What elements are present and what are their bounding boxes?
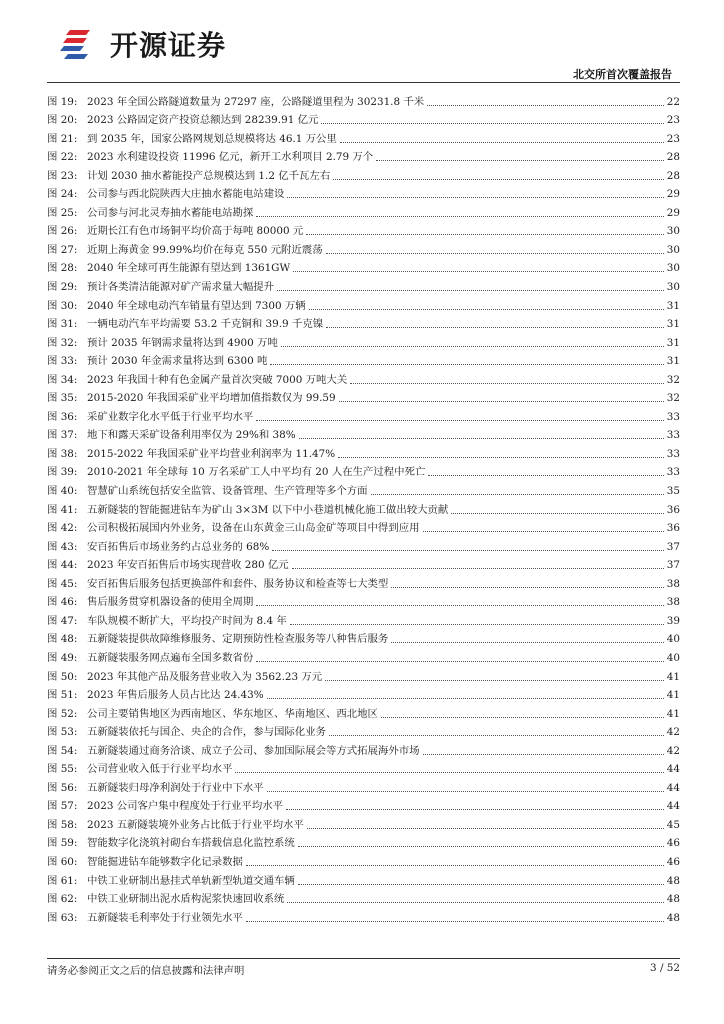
dot-leader xyxy=(333,179,664,180)
figure-title: 公司积极拓展国内外业务，设备在山东黄金三山岛金矿等项目中得到应用 xyxy=(87,522,420,535)
figure-title: 公司参与河北灵寿抽水蓄能电站勘探 xyxy=(87,206,254,219)
dot-leader xyxy=(381,717,664,718)
toc-entry[interactable] xyxy=(47,256,680,275)
dot-leader xyxy=(427,105,664,106)
toc-entry[interactable] xyxy=(47,627,680,646)
logo-stripe xyxy=(63,38,87,43)
dot-leader xyxy=(428,475,663,476)
toc-entry[interactable] xyxy=(47,108,680,127)
figure-title: 近期长江有色市场铜平均价高于每吨 80000 元 xyxy=(87,225,304,238)
figure-title: 2015-2022 年我国采矿业平均营业利润率为 11.47% xyxy=(87,447,336,460)
figure-title: 中铁工业研制出悬挂式单轨新型轨道交通车辆 xyxy=(87,874,295,887)
figure-number: 图 26: xyxy=(47,225,78,238)
figure-number: 图 21: xyxy=(47,132,78,145)
figure-title: 预计各类清洁能源对矿产需求量大幅提升 xyxy=(87,281,275,294)
figure-title: 五新隧装的智能掘进钻车为矿山 3×3M 以下中小巷道机械化施工做出较大贡献 xyxy=(87,503,449,516)
figure-page-number: 38 xyxy=(666,596,680,609)
figure-title: 中铁工业研制出泥水盾构泥浆快速回收系统 xyxy=(87,893,285,906)
figure-title: 五新隧装提供故障维修服务、定期预防性检查服务等八种售后服务 xyxy=(87,633,389,646)
figure-number: 图 54: xyxy=(47,744,78,757)
figure-page-number: 42 xyxy=(666,726,680,739)
toc-entry[interactable] xyxy=(47,701,680,720)
figure-page-number: 35 xyxy=(666,485,680,498)
figure-title: 公司主要销售地区为西南地区、华东地区、华南地区、西北地区 xyxy=(87,707,378,720)
toc-entry[interactable] xyxy=(47,645,680,664)
figure-number: 图 34: xyxy=(47,373,78,386)
toc-entry[interactable] xyxy=(47,293,680,312)
figure-page-number: 31 xyxy=(666,336,680,349)
figure-page-number: 30 xyxy=(666,262,680,275)
dot-leader xyxy=(267,791,664,792)
figure-title: 到 2035 年，国家公路网规划总规模将达 46.1 万公里 xyxy=(87,132,337,145)
figure-page-number: 29 xyxy=(666,188,680,201)
figure-number: 图 22: xyxy=(47,151,78,164)
toc-entry[interactable] xyxy=(47,812,680,831)
figure-page-number: 28 xyxy=(666,151,680,164)
toc-entry[interactable] xyxy=(47,126,680,145)
toc-entry[interactable] xyxy=(47,534,680,553)
figure-number: 图 61: xyxy=(47,874,78,887)
toc-entry[interactable] xyxy=(47,720,680,739)
figure-title: 五新隧装服务网点遍布全国多数省份 xyxy=(87,651,254,664)
figure-title: 2023 年其他产品及服务营业收入为 3562.23 万元 xyxy=(87,670,323,683)
figure-table-of-contents xyxy=(47,89,680,924)
toc-entry[interactable] xyxy=(47,460,680,479)
figure-number: 图 62: xyxy=(47,893,78,906)
dot-leader xyxy=(272,550,664,551)
dot-leader xyxy=(270,364,663,365)
dot-leader xyxy=(256,216,664,217)
figure-number: 图 44: xyxy=(47,559,78,572)
dot-leader xyxy=(371,494,664,495)
dot-leader xyxy=(256,605,664,606)
figure-number: 图 45: xyxy=(47,577,78,590)
figure-number: 图 32: xyxy=(47,336,78,349)
toc-entry[interactable] xyxy=(47,200,680,219)
toc-entry[interactable] xyxy=(47,757,680,776)
toc-entry[interactable] xyxy=(47,89,680,108)
figure-number: 图 41: xyxy=(47,503,78,516)
toc-entry[interactable] xyxy=(47,349,680,368)
figure-page-number: 33 xyxy=(666,429,680,442)
figure-number: 图 37: xyxy=(47,429,78,442)
figure-page-number: 44 xyxy=(666,800,680,813)
toc-entry[interactable] xyxy=(47,905,680,924)
figure-number: 图 57: xyxy=(47,800,78,813)
figure-page-number: 30 xyxy=(666,243,680,256)
figure-title: 2015-2020 年我国采矿业平均增加值指数仅为 99.59 xyxy=(87,392,336,405)
figure-page-number: 32 xyxy=(666,392,680,405)
figure-title: 五新隧装通过商务洽谈、成立子公司、参加国际展会等方式拓展海外市场 xyxy=(87,744,420,757)
figure-title: 智慧矿山系统包括安全监管、设备管理、生产管理等多个方面 xyxy=(87,485,368,498)
figure-page-number: 48 xyxy=(666,893,680,906)
report-type-label: 北交所首次覆盖报告 xyxy=(573,68,672,81)
figure-title: 2023 年售后服务人员占比达 24.43% xyxy=(87,689,264,702)
company-name: 开源证券 xyxy=(110,29,227,62)
dot-leader xyxy=(350,383,664,384)
toc-entry[interactable] xyxy=(47,738,680,757)
toc-entry[interactable] xyxy=(47,145,680,164)
toc-entry[interactable] xyxy=(47,794,680,813)
figure-title: 预计 2035 年钢需求量将达到 4900 万吨 xyxy=(87,336,278,349)
dot-leader xyxy=(391,642,663,643)
figure-title: 车队规模不断扩大，平均投产时间为 8.4 年 xyxy=(87,614,287,627)
toc-entry[interactable] xyxy=(47,775,680,794)
toc-entry[interactable] xyxy=(47,571,680,590)
dot-leader xyxy=(246,921,664,922)
toc-entry[interactable] xyxy=(47,441,680,460)
logo-stripe xyxy=(60,46,84,51)
toc-entry[interactable] xyxy=(47,237,680,256)
figure-title: 地下和露天采矿设备利用率仅为 29%和 38% xyxy=(87,429,296,442)
figure-page-number: 48 xyxy=(666,911,680,924)
toc-entry[interactable] xyxy=(47,312,680,331)
figure-page-number: 23 xyxy=(666,132,680,145)
figure-title: 2023 水利建设投资 11996 亿元，新开工水利项目 2.79 万个 xyxy=(87,151,374,164)
dot-leader xyxy=(267,698,664,699)
figure-number: 图 43: xyxy=(47,540,78,553)
figure-page-number: 44 xyxy=(666,763,680,776)
toc-entry[interactable] xyxy=(47,274,680,293)
dot-leader xyxy=(287,197,663,198)
toc-entry[interactable] xyxy=(47,478,680,497)
figure-title: 2023 年我国十种有色金属产量首次突破 7000 万吨大关 xyxy=(87,373,348,386)
page-header xyxy=(0,0,724,80)
dot-leader xyxy=(391,587,663,588)
figure-title: 五新隧装依托与国企、央企的合作，参与国际化业务 xyxy=(87,726,326,739)
toc-entry[interactable] xyxy=(47,404,680,423)
toc-entry[interactable] xyxy=(47,386,680,405)
dot-leader xyxy=(286,809,664,810)
figure-page-number: 39 xyxy=(666,614,680,627)
dot-leader xyxy=(309,309,664,310)
figure-number: 图 59: xyxy=(47,837,78,850)
toc-entry[interactable] xyxy=(47,423,680,442)
figure-page-number: 28 xyxy=(666,169,680,182)
toc-entry[interactable] xyxy=(47,163,680,182)
dot-leader xyxy=(298,846,664,847)
dot-leader xyxy=(298,884,664,885)
figure-number: 图 30: xyxy=(47,299,78,312)
figure-page-number: 40 xyxy=(666,633,680,646)
toc-entry[interactable] xyxy=(47,553,680,572)
dot-leader xyxy=(423,754,664,755)
dot-leader xyxy=(292,568,664,569)
figure-title: 2023 公路固定资产投资总额达到 28239.91 亿元 xyxy=(87,114,319,127)
figure-page-number: 22 xyxy=(666,95,680,108)
figure-title: 计划 2030 抽水蓄能投产总规模达到 1.2 亿千瓦左右 xyxy=(87,169,331,182)
figure-title: 五新隧装归母净利润处于行业中下水平 xyxy=(87,781,264,794)
figure-title: 智能数字化浇筑衬砌台车搭载信息化监控系统 xyxy=(87,837,295,850)
figure-title: 2023 年全国公路隧道数量为 27297 座，公路隧道里程为 30231.8 千米 xyxy=(87,95,425,108)
figure-title: 安百拓售后市场业务约占总业务的 68% xyxy=(87,540,270,553)
dot-leader xyxy=(290,624,664,625)
figure-number: 图 60: xyxy=(47,855,78,868)
footer-divider xyxy=(47,958,680,959)
figure-title: 2040 年全球可再生能源有望达到 1361GW xyxy=(87,262,291,275)
dot-leader xyxy=(246,865,664,866)
figure-title: 安百拓售后服务包括更换部件和套件、服务协议和检查等七大类型 xyxy=(87,577,389,590)
figure-number: 图 53: xyxy=(47,726,78,739)
figure-number: 图 39: xyxy=(47,466,78,479)
dot-leader xyxy=(256,661,664,662)
figure-page-number: 29 xyxy=(666,206,680,219)
figure-page-number: 41 xyxy=(666,689,680,702)
dot-leader xyxy=(277,290,664,291)
figure-number: 图 50: xyxy=(47,670,78,683)
toc-entry[interactable] xyxy=(47,367,680,386)
figure-title: 2040 年全球电动汽车销量有望达到 7300 万辆 xyxy=(87,299,306,312)
figure-title: 2023 年安百拓售后市场实现营收 280 亿元 xyxy=(87,559,289,572)
figure-page-number: 23 xyxy=(666,114,680,127)
logo-icon xyxy=(60,24,100,64)
figure-title: 2010-2021 年全球每 10 万名采矿工人中平均有 20 人在生产过程中死亡 xyxy=(87,466,426,479)
dot-leader xyxy=(326,253,664,254)
figure-page-number: 41 xyxy=(666,707,680,720)
figure-number: 图 33: xyxy=(47,355,78,368)
figure-number: 图 52: xyxy=(47,707,78,720)
figure-number: 图 35: xyxy=(47,392,78,405)
dot-leader xyxy=(340,142,664,143)
toc-entry[interactable] xyxy=(47,849,680,868)
figure-page-number: 32 xyxy=(666,373,680,386)
figure-number: 图 36: xyxy=(47,410,78,423)
figure-number: 图 63: xyxy=(47,911,78,924)
figure-number: 图 23: xyxy=(47,169,78,182)
figure-number: 图 29: xyxy=(47,281,78,294)
dot-leader xyxy=(325,680,664,681)
dot-leader xyxy=(281,346,664,347)
footer-disclaimer: 请务必参阅正文之后的信息披露和法律声明 xyxy=(47,965,245,977)
figure-page-number: 45 xyxy=(666,818,680,831)
figure-title: 售后服务贯穿机器设备的使用全周期 xyxy=(87,596,254,609)
figure-title: 预计 2030 年金需求量将达到 6300 吨 xyxy=(87,355,268,368)
figure-title: 一辆电动汽车平均需要 53.2 千克铜和 39.9 千克镍 xyxy=(87,318,324,331)
dot-leader xyxy=(306,234,663,235)
figure-number: 图 24: xyxy=(47,188,78,201)
figure-number: 图 27: xyxy=(47,243,78,256)
figure-page-number: 38 xyxy=(666,577,680,590)
figure-title: 智能掘进钻车能够数字化记录数据 xyxy=(87,855,243,868)
toc-entry[interactable] xyxy=(47,590,680,609)
figure-page-number: 36 xyxy=(666,503,680,516)
dot-leader xyxy=(338,457,664,458)
toc-entry[interactable] xyxy=(47,330,680,349)
dot-leader xyxy=(423,531,664,532)
figure-page-number: 33 xyxy=(666,466,680,479)
figure-page-number: 48 xyxy=(666,874,680,887)
figure-page-number: 31 xyxy=(666,355,680,368)
toc-entry[interactable] xyxy=(47,868,680,887)
figure-number: 图 25: xyxy=(47,206,78,219)
figure-title: 采矿业数字化水平低于行业平均水平 xyxy=(87,410,254,423)
figure-title: 2023 五新隧装境外业务占比低于行业平均水平 xyxy=(87,818,304,831)
figure-number: 图 38: xyxy=(47,447,78,460)
header-divider xyxy=(47,82,680,83)
figure-page-number: 37 xyxy=(666,559,680,572)
toc-entry[interactable] xyxy=(47,664,680,683)
toc-entry[interactable] xyxy=(47,182,680,201)
dot-leader xyxy=(326,327,664,328)
figure-number: 图 28: xyxy=(47,262,78,275)
figure-title: 2023 公司客户集中程度处于行业平均水平 xyxy=(87,800,283,813)
company-logo xyxy=(60,24,226,64)
toc-entry[interactable] xyxy=(47,608,680,627)
page-number: 3 / 52 xyxy=(650,962,680,974)
figure-page-number: 33 xyxy=(666,410,680,423)
dot-leader xyxy=(321,123,663,124)
figure-page-number: 37 xyxy=(666,540,680,553)
figure-page-number: 46 xyxy=(666,837,680,850)
figure-number: 图 51: xyxy=(47,689,78,702)
figure-title: 公司营业收入低于行业平均水平 xyxy=(87,763,233,776)
figure-number: 图 31: xyxy=(47,318,78,331)
dot-leader xyxy=(339,401,664,402)
toc-entry[interactable] xyxy=(47,497,680,516)
figure-page-number: 33 xyxy=(666,447,680,460)
figure-page-number: 30 xyxy=(666,281,680,294)
figure-number: 图 58: xyxy=(47,818,78,831)
dot-leader xyxy=(307,828,664,829)
figure-number: 图 40: xyxy=(47,485,78,498)
toc-entry[interactable] xyxy=(47,887,680,906)
figure-number: 图 48: xyxy=(47,633,78,646)
figure-title: 近期上海黄金 99.99%均价在每克 550 元附近震荡 xyxy=(87,243,323,256)
figure-number: 图 47: xyxy=(47,614,78,627)
figure-number: 图 46: xyxy=(47,596,78,609)
figure-number: 图 56: xyxy=(47,781,78,794)
figure-number: 图 55: xyxy=(47,763,78,776)
dot-leader xyxy=(293,271,664,272)
dot-leader xyxy=(329,735,664,736)
dot-leader xyxy=(287,902,663,903)
dot-leader xyxy=(376,160,664,161)
dot-leader xyxy=(451,513,663,514)
figure-page-number: 40 xyxy=(666,651,680,664)
logo-stripe xyxy=(66,30,90,35)
figure-title: 五新隧装毛利率处于行业领先水平 xyxy=(87,911,243,924)
toc-entry[interactable] xyxy=(47,516,680,535)
figure-page-number: 31 xyxy=(666,299,680,312)
toc-entry[interactable] xyxy=(47,683,680,702)
figure-page-number: 46 xyxy=(666,855,680,868)
dot-leader xyxy=(299,438,664,439)
logo-stripe xyxy=(64,54,88,59)
dot-leader xyxy=(256,420,664,421)
toc-entry[interactable] xyxy=(47,219,680,238)
toc-entry[interactable] xyxy=(47,831,680,850)
figure-page-number: 31 xyxy=(666,318,680,331)
figure-page-number: 36 xyxy=(666,522,680,535)
figure-title: 公司参与西北院陕西大庄抽水蓄能电站建设 xyxy=(87,188,285,201)
figure-number: 图 42: xyxy=(47,522,78,535)
figure-page-number: 42 xyxy=(666,744,680,757)
figure-page-number: 44 xyxy=(666,781,680,794)
figure-page-number: 41 xyxy=(666,670,680,683)
figure-number: 图 19: xyxy=(47,95,78,108)
figure-page-number: 30 xyxy=(666,225,680,238)
figure-number: 图 49: xyxy=(47,651,78,664)
dot-leader xyxy=(235,772,663,773)
figure-number: 图 20: xyxy=(47,114,78,127)
